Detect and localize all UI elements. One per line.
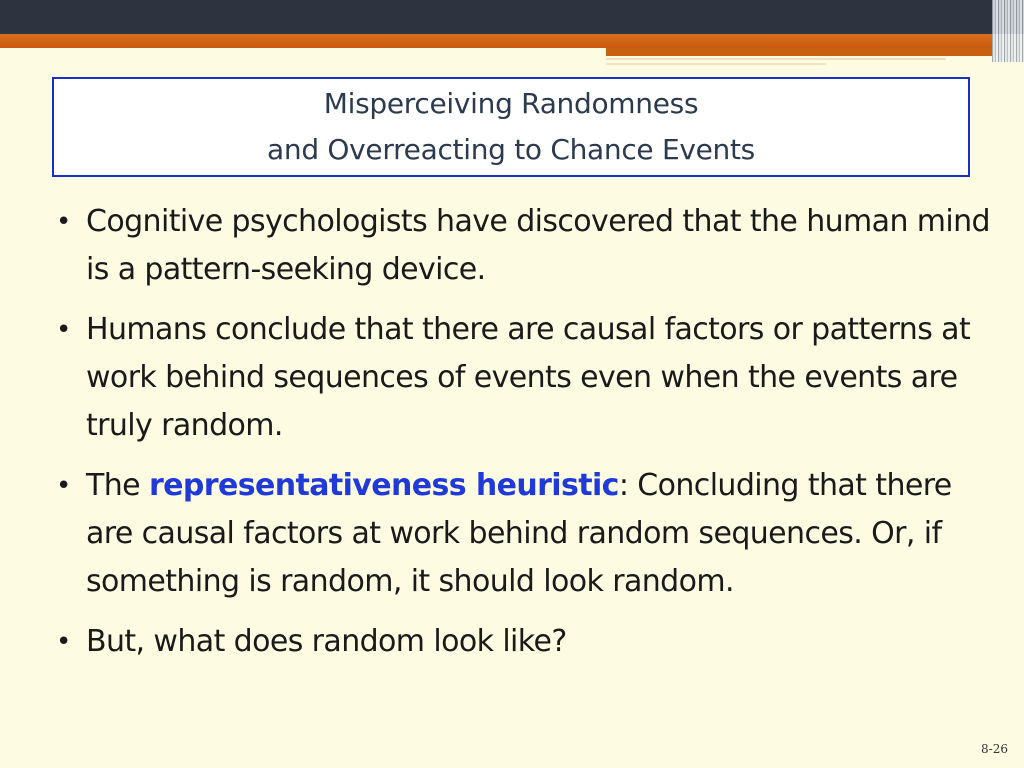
bullet-text: But, what does random look like? — [86, 624, 567, 659]
bullet-marker: • — [56, 471, 71, 501]
decorative-line — [606, 63, 826, 65]
page-number: 8-26 — [981, 742, 1008, 756]
bullet-prefix: The — [86, 468, 149, 503]
bullet-marker: • — [56, 315, 71, 345]
bullet-text: Humans conclude that there are causal factors or patterns at work behind sequences of events even when the events are truly random. — [86, 312, 971, 443]
bullet-item — [56, 198, 1006, 294]
bullet-text: : Concluding that there are causal factors at work behind random sequences. Or, if something is random, it should look random. — [86, 468, 952, 599]
slide-title-line-1: Misperceiving Randomness — [323, 87, 699, 120]
slide-title-box — [52, 77, 970, 177]
orange-accent-band — [0, 34, 992, 48]
top-header-bar — [0, 0, 1024, 34]
bullet-text: Cognitive psychologists have discovered that the human mind is a pattern-seeking device. — [86, 204, 991, 287]
bullet-item — [56, 618, 1006, 666]
bullet-list — [56, 198, 1006, 678]
slide-title-line-2: and Overreacting to Chance Events — [267, 133, 755, 166]
bullet-marker: • — [56, 627, 71, 657]
bullet-marker: • — [56, 207, 71, 237]
orange-accent-ledge — [606, 48, 992, 56]
decorative-stripes — [992, 0, 1024, 62]
bullet-item — [56, 462, 1006, 606]
decorative-line — [606, 58, 946, 60]
bullet-item — [56, 306, 1006, 450]
highlighted-term: representativeness heuristic — [148, 468, 619, 503]
